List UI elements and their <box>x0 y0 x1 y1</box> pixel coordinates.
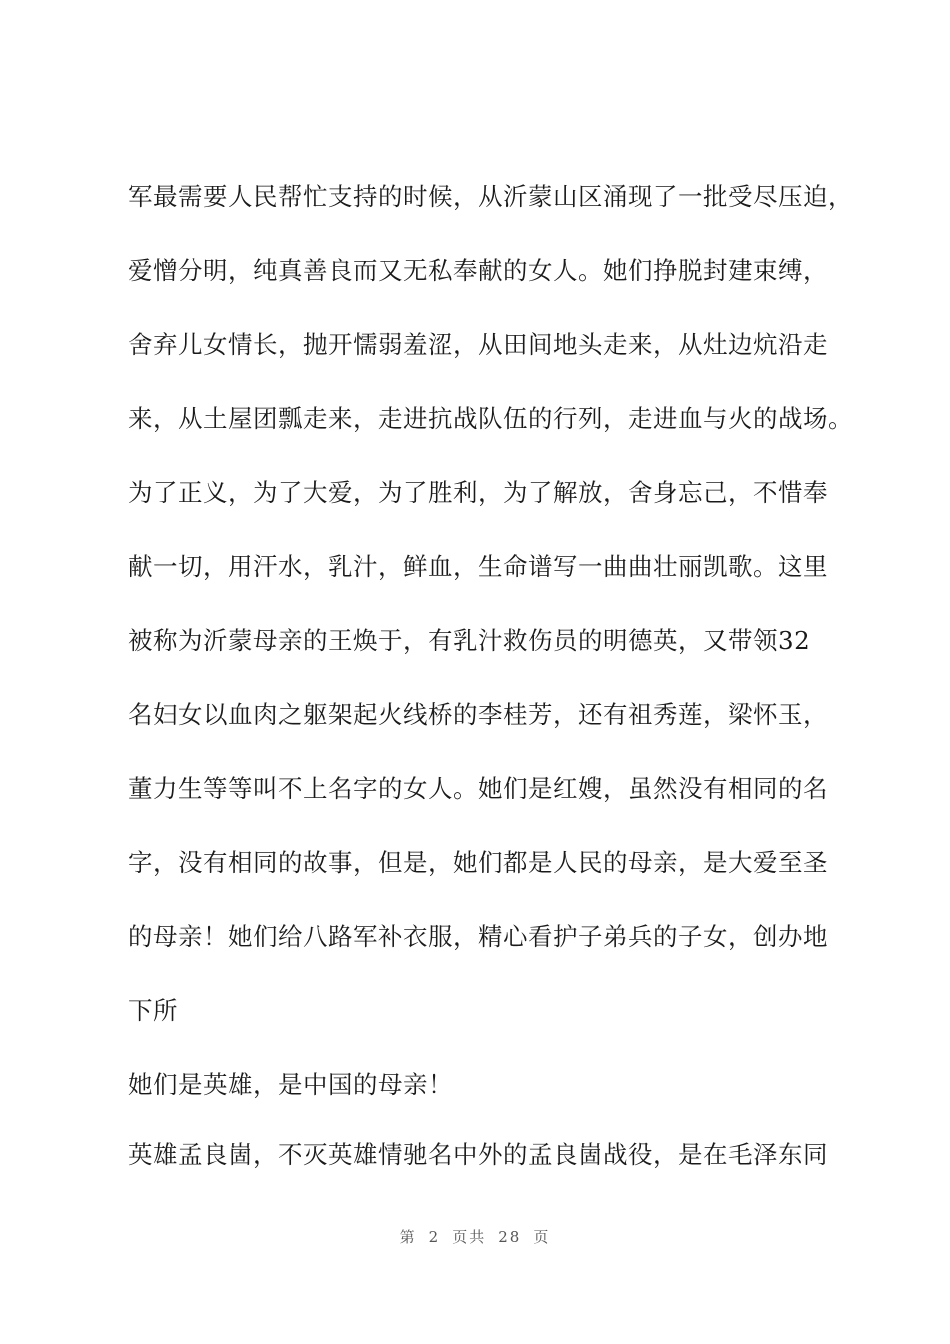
footer-current-page: 2 <box>428 1228 441 1246</box>
text-line: 军最需要人民帮忙支持的时候，从沂蒙山区涌现了一批受尽压迫， <box>128 182 853 211</box>
text-line: 舍弃儿女情长，抛开懦弱羞涩，从田间地头走来，从灶边炕沿走 <box>128 330 828 359</box>
footer-suffix: 页 <box>533 1228 551 1246</box>
text-line: 被称为沂蒙母亲的王焕于，有乳汁救伤员的明德英，又带领32 <box>128 626 811 655</box>
footer-total-pages: 28 <box>498 1228 522 1246</box>
footer-mid: 页共 <box>452 1228 487 1246</box>
text-line: 的母亲！她们给八路军补衣服，精心看护子弟兵的子女，创办地 <box>128 922 828 951</box>
page-footer <box>0 1226 950 1247</box>
footer-prefix: 第 <box>399 1228 417 1246</box>
text-line: 献一切，用汗水，乳汁，鲜血，生命谱写一曲曲壮丽凯歌。这里 <box>128 552 828 581</box>
text-line: 为了正义，为了大爱，为了胜利，为了解放，舍身忘己，不惜奉 <box>128 478 828 507</box>
text-line: 名妇女以血肉之躯架起火线桥的李桂芳，还有祖秀莲，梁怀玉， <box>128 700 828 729</box>
text-line: 英雄孟良崮，不灭英雄情驰名中外的孟良崮战役，是在毛泽东同 <box>128 1140 828 1169</box>
text-line: 爱憎分明，纯真善良而又无私奉献的女人。她们挣脱封建束缚， <box>128 256 828 285</box>
body-text <box>128 173 868 1205</box>
text-line: 来，从土屋团瓢走来，走进抗战队伍的行列，走进血与火的战场。 <box>128 404 853 433</box>
text-line: 下所 <box>128 996 178 1025</box>
text-line: 董力生等等叫不上名字的女人。她们是红嫂，虽然没有相同的名 <box>128 774 828 803</box>
text-line: 她们是英雄，是中国的母亲！ <box>128 1070 453 1099</box>
text-line: 字，没有相同的故事，但是，她们都是人民的母亲，是大爱至圣 <box>128 848 828 877</box>
